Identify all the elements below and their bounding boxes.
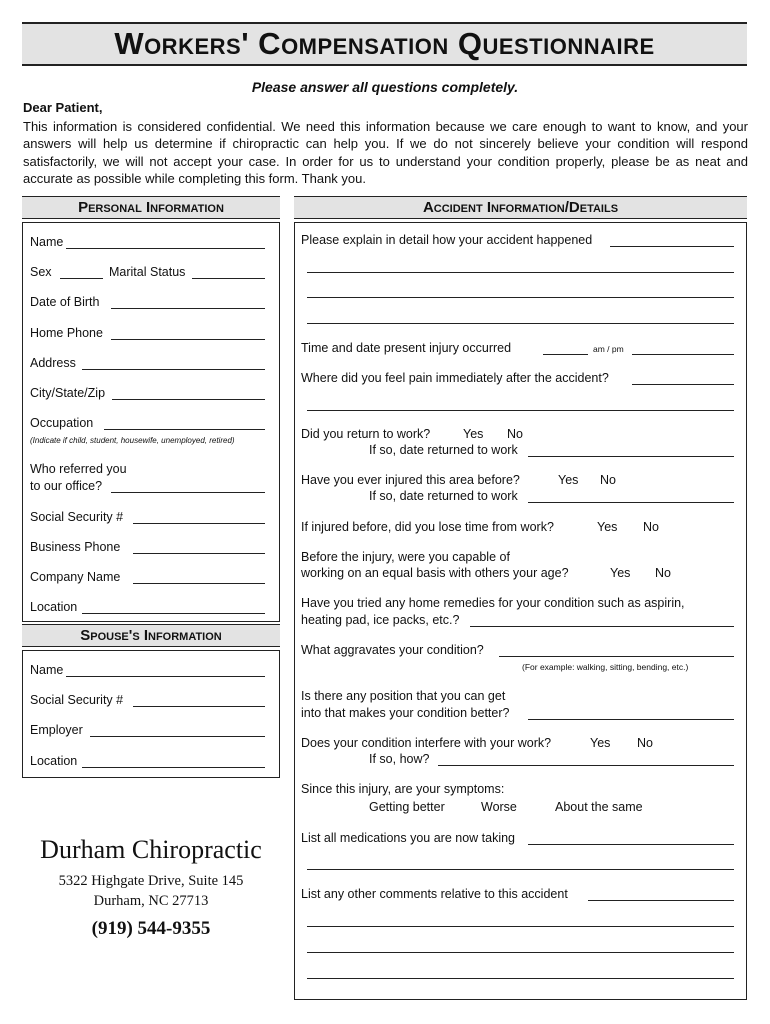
spouse-employer-label: Employer bbox=[30, 723, 83, 737]
q-injured-date-label: If so, date returned to work bbox=[369, 489, 518, 503]
q-pain-field[interactable] bbox=[632, 384, 734, 385]
q-return-label: Did you return to work? bbox=[301, 427, 431, 441]
q-meds-field[interactable] bbox=[528, 844, 734, 845]
occupation-field[interactable] bbox=[104, 429, 265, 430]
occupation-note: (Indicate if child, student, housewife, unemployed, retired) bbox=[30, 436, 235, 445]
home-phone-label: Home Phone bbox=[30, 326, 103, 340]
location-label: Location bbox=[30, 600, 78, 614]
intro-paragraph: This information is considered confidential. We need this information because we care enough to want to know, and your answers will help us determine if chiropractic can help you. If we do not sincerely believe your condition will respond satisfactorily, we will not accept your case. In order for us to understand your condition properly, please be as neat and accurate as possible while completing this form. Thank you. bbox=[23, 119, 748, 186]
q-remedies-field[interactable] bbox=[470, 626, 734, 627]
accident-info-heading-text: Accident Information/Details bbox=[422, 199, 619, 216]
location-field[interactable] bbox=[82, 613, 265, 614]
ssn-label: Social Security # bbox=[30, 510, 124, 524]
q-lose-time-no[interactable]: No bbox=[643, 520, 659, 534]
company-name-label: Company Name bbox=[30, 570, 121, 584]
spouse-employer-field[interactable] bbox=[90, 736, 265, 737]
q-meds-line-2[interactable] bbox=[307, 869, 734, 870]
q-position-label-line1: Is there any position that you can get bbox=[301, 689, 506, 703]
q-pain-line-2[interactable] bbox=[307, 410, 734, 411]
q-meds-label: List all medications you are now taking bbox=[301, 831, 516, 845]
q-interfere-how-field[interactable] bbox=[438, 765, 734, 766]
dob-field[interactable] bbox=[111, 308, 265, 309]
business-name: Durham Chiropractic bbox=[40, 835, 262, 864]
occupation-label: Occupation bbox=[30, 416, 94, 430]
accident-info-box bbox=[294, 222, 747, 1000]
title-bar bbox=[22, 22, 747, 66]
business-phone: (919) 544-9355 bbox=[91, 918, 211, 939]
q-injured-no[interactable]: No bbox=[600, 473, 616, 487]
q-capable-no[interactable]: No bbox=[655, 566, 671, 580]
q-return-yes[interactable]: Yes bbox=[463, 427, 484, 441]
spouse-name-field[interactable] bbox=[66, 676, 265, 677]
greeting: Dear Patient, bbox=[23, 100, 103, 115]
q-return-date-field[interactable] bbox=[528, 456, 734, 457]
city-state-zip-field[interactable] bbox=[112, 399, 265, 400]
personal-info-heading bbox=[22, 196, 280, 219]
symptoms-about-same[interactable]: About the same bbox=[555, 800, 643, 814]
q-remedies-label-line1: Have you tried any home remedies for your condition such as aspirin, bbox=[301, 596, 685, 610]
q-comments-label: List any other comments relative to this accident bbox=[301, 887, 568, 901]
sex-label: Sex bbox=[30, 265, 52, 279]
q-symptoms-label: Since this injury, are your symptoms: bbox=[301, 782, 505, 796]
q-how-field[interactable] bbox=[610, 246, 734, 247]
sex-field[interactable] bbox=[60, 278, 103, 279]
ssn-field[interactable] bbox=[133, 523, 265, 524]
q-pain-label: Where did you feel pain immediately after the accident? bbox=[301, 371, 609, 385]
symptoms-worse[interactable]: Worse bbox=[481, 800, 517, 814]
q-position-field[interactable] bbox=[528, 719, 734, 720]
address-field[interactable] bbox=[82, 369, 265, 370]
company-name-field[interactable] bbox=[133, 583, 265, 584]
q-how-line-4[interactable] bbox=[307, 323, 734, 324]
referred-label-line1: Who referred you bbox=[30, 462, 127, 476]
spouse-location-label: Location bbox=[30, 754, 78, 768]
q-date-field[interactable] bbox=[632, 354, 734, 355]
q-capable-label-line2: working on an equal basis with others your age? bbox=[301, 566, 569, 580]
q-time-field[interactable] bbox=[543, 354, 588, 355]
q-injured-yes[interactable]: Yes bbox=[558, 473, 579, 487]
spouse-info-heading bbox=[22, 624, 280, 647]
name-field[interactable] bbox=[66, 248, 265, 249]
dob-label: Date of Birth bbox=[30, 295, 100, 309]
q-injured-label: Have you ever injured this area before? bbox=[301, 473, 520, 487]
q-comments-field[interactable] bbox=[588, 900, 734, 901]
q-interfere-yes[interactable]: Yes bbox=[590, 736, 611, 750]
q-how-line-3[interactable] bbox=[307, 297, 734, 298]
home-phone-field[interactable] bbox=[111, 339, 265, 340]
q-capable-label-line1: Before the injury, were you capable of bbox=[301, 550, 510, 564]
q-return-no[interactable]: No bbox=[507, 427, 523, 441]
q-how-line-2[interactable] bbox=[307, 272, 734, 273]
referred-label-line2: to our office? bbox=[30, 479, 103, 493]
name-label: Name bbox=[30, 235, 64, 249]
q-position-label-line2: into that makes your condition better? bbox=[301, 706, 510, 720]
q-lose-time-yes[interactable]: Yes bbox=[597, 520, 618, 534]
accident-info-heading bbox=[294, 196, 747, 219]
q-aggravates-label: What aggravates your condition? bbox=[301, 643, 484, 657]
symptoms-getting-better[interactable]: Getting better bbox=[369, 800, 445, 814]
personal-info-heading-text: Personal Information bbox=[78, 199, 224, 216]
q-comments-line-2[interactable] bbox=[307, 926, 734, 927]
business-phone-field[interactable] bbox=[133, 553, 265, 554]
q-aggravates-field[interactable] bbox=[499, 656, 734, 657]
q-capable-yes[interactable]: Yes bbox=[610, 566, 631, 580]
marital-status-label: Marital Status bbox=[109, 265, 186, 279]
spouse-location-field[interactable] bbox=[82, 767, 265, 768]
q-lose-time-label: If injured before, did you lose time from work? bbox=[301, 520, 554, 534]
q-comments-line-3[interactable] bbox=[307, 952, 734, 953]
referred-field[interactable] bbox=[111, 492, 265, 493]
city-state-zip-label: City/State/Zip bbox=[30, 386, 106, 400]
spouse-ssn-field[interactable] bbox=[133, 706, 265, 707]
business-phone-label: Business Phone bbox=[30, 540, 121, 554]
spouse-info-heading-text: Spouse's Information bbox=[80, 627, 222, 644]
aggravates-note: (For example: walking, sitting, bending, etc.) bbox=[522, 662, 689, 672]
q-interfere-how-label: If so, how? bbox=[369, 752, 430, 766]
business-address-line2: Durham, NC 27713 bbox=[93, 893, 209, 909]
q-return-date-label: If so, date returned to work bbox=[369, 443, 518, 457]
marital-status-field[interactable] bbox=[192, 278, 265, 279]
q-interfere-label: Does your condition interfere with your work? bbox=[301, 736, 552, 750]
page-title: Workers' Compensation Questionnaire bbox=[114, 26, 655, 61]
q-comments-line-4[interactable] bbox=[307, 978, 734, 979]
q-injured-date-field[interactable] bbox=[528, 502, 734, 503]
q-how-label: Please explain in detail how your accident happened bbox=[301, 233, 593, 247]
subtitle: Please answer all questions completely. bbox=[251, 79, 519, 95]
spouse-ssn-label: Social Security # bbox=[30, 693, 124, 707]
q-interfere-no[interactable]: No bbox=[637, 736, 653, 750]
am-pm-label: am / pm bbox=[593, 344, 624, 354]
business-address-line1: 5322 Highgate Drive, Suite 145 bbox=[58, 873, 244, 889]
q-remedies-label-line2: heating pad, ice packs, etc.? bbox=[301, 613, 460, 627]
spouse-name-label: Name bbox=[30, 663, 64, 677]
address-label: Address bbox=[30, 356, 76, 370]
q-time-label: Time and date present injury occurred bbox=[301, 341, 512, 355]
